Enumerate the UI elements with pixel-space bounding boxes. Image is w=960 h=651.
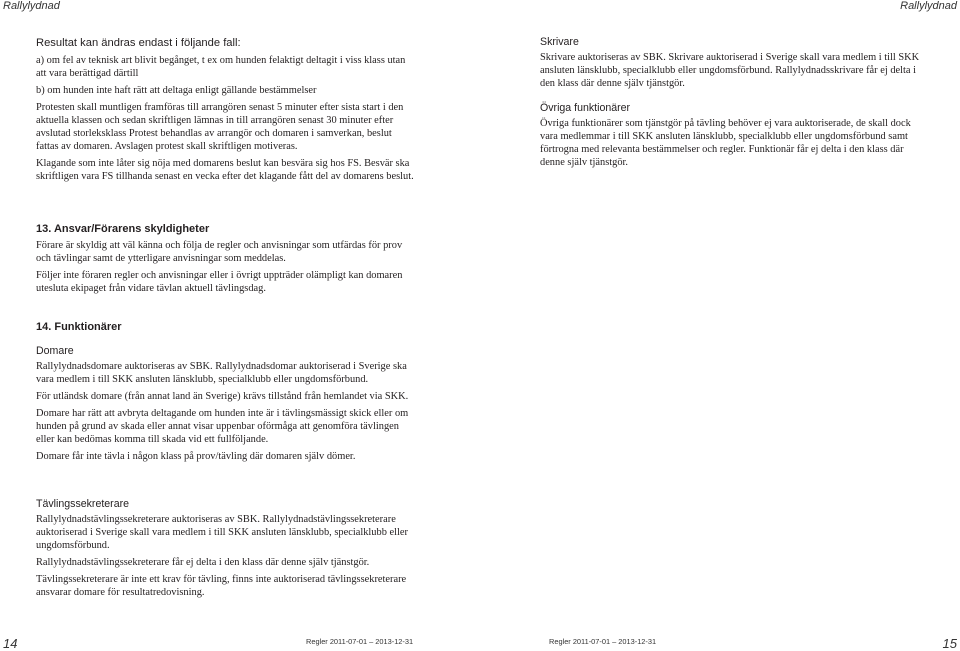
paragraph: Följer inte föraren regler och anvisningar eller i övrigt uppträder olämpligt kan domaren utesluta ekipaget från vidare tävlan aktuell tävlingsdag. <box>36 270 403 294</box>
header-right: Rallylydnad <box>900 0 957 12</box>
tavlingssekreterare-title: Tävlingssekreterare <box>36 498 130 510</box>
page-number-left: 14 <box>3 636 18 651</box>
paragraph: För utländsk domare (från annat land än Sverige) krävs tillstånd från hemlandet via SKK. <box>36 391 409 402</box>
skrivare-title: Skrivare <box>540 36 579 48</box>
paragraph: Klagande som inte låter sig nöja med domarens beslut kan besvära sig hos FS. Besvär ska skriftligen vara FS tillhanda senast en vecka efter det klagande fått del av domarens beslut. <box>36 158 414 182</box>
section-14 <box>36 320 416 467</box>
paragraph: Tävlingssekreterare är inte ett krav för tävling, finns inte auktoriserad tävlingssekreterare ansvarar domare för resultatredovisning. <box>36 574 407 598</box>
result-heading: Resultat kan ändras endast i följande fall: <box>36 37 241 49</box>
ovriga-title: Övriga funktionärer <box>540 102 631 114</box>
paragraph: Domare får inte tävla i någon klass på prov/tävling där domaren själv dömer. <box>36 451 356 462</box>
paragraph: Domare har rätt att avbryta deltagande om hunden inte är i tävlingsmässigt skick eller om hunden på grund av skada eller annat visar uppenbar oförmåga att genomföra tävlingen eller kan bedömas komma till skada vid ett fullföljande. <box>36 408 409 445</box>
paragraph: Rallylydnadstävlingssekreterare auktoriseras av SBK. Rallylydnadstävlingssekreterare auktoriserad i Sverige skall vara medlem i till SKK ansluten länsklubb, specialklubb eller ungdomsförbund. <box>36 514 408 551</box>
section-13-heading: 13. Ansvar/Förarens skyldigheter <box>36 223 210 235</box>
paragraph: Övriga funktionärer som tjänstgör på tävling behöver ej vara auktoriserade, de skall dock vara medlemmar i till SKK ansluten länsklubb, specialklubb eller ungdomsförbund samt förtrogna med relevanta bestämmelser och regler. Funktionär får ej delta i den klass där denne själv tjänstgör. <box>540 118 911 168</box>
header-left: Rallylydnad <box>3 0 60 12</box>
section-14-heading: 14. Funktionärer <box>36 321 122 333</box>
paragraph: Protesten skall muntligen framföras till arrangören senast 5 minuter efter sista start i den aktuella klassen och sedan skriftligen lämnas in till arrangören senast 30 minuter efter avslutad storleksklass Protest behandlas av arrangör och domaren i samverkan, beslut fattas av domaren. Avslagen protest skall skriftligen motiveras. <box>36 102 404 152</box>
footer-left-text: Regler 2011-07-01 – 2013-12-31 <box>306 637 414 646</box>
paragraph: Rallylydnadsdomare auktoriseras av SBK. Rallylydnadsdomar auktoriserad i Sverige ska vara medlem i till SKK ansluten länsklubb, specialklubb eller ungdomsförbund. <box>36 361 407 385</box>
tavlingssekreterare-block <box>36 498 416 603</box>
page-number-right: 15 <box>942 636 957 651</box>
paragraph: Förare är skyldig att väl känna och följa de regler och anvisningar som utfärdas för prov och tävlingar samt de ytterligare anvisningar som meddelas. <box>36 240 403 264</box>
paragraph: Skrivare auktoriseras av SBK. Skrivare auktoriserad i Sverige skall vara medlem i till SKK ansluten länsklubb, specialklubb eller ungdomsförbund. Rallylydnadsskrivare får ej delta i den klass där denne själv tjänstgör. <box>540 52 920 89</box>
right-column <box>540 36 925 173</box>
footer-right-text: Regler 2011-07-01 – 2013-12-31 <box>549 637 657 646</box>
paragraph: a) om fel av teknisk art blivit begånget, t ex om hunden felaktigt deltagit i viss klass utan att vara berättigad därtill <box>36 55 406 79</box>
paragraph: Rallylydnadstävlingssekreterare får ej delta i den klass där denne själv tjänstgör. <box>36 557 370 568</box>
left-top-block <box>36 36 416 187</box>
paragraph: b) om hunden inte haft rätt att deltaga enligt gällande bestämmelser <box>36 85 317 96</box>
domare-title: Domare <box>36 345 74 357</box>
section-13 <box>36 222 416 299</box>
